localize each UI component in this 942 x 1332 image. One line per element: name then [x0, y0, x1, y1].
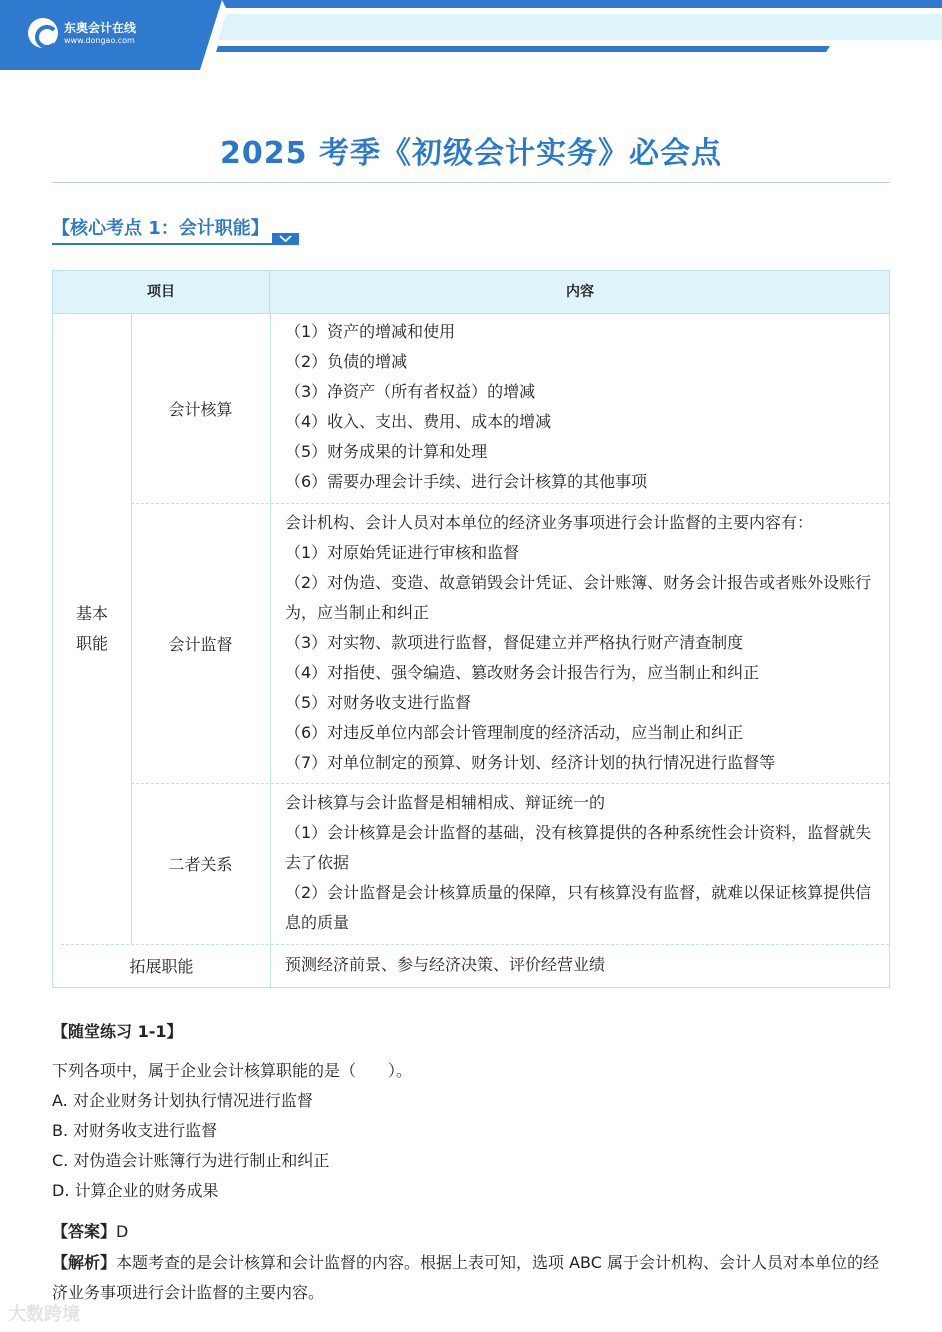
col-header-content: 内容 — [566, 284, 594, 300]
list-item: （2）会计监督是会计核算质量的保障，只有核算没有监督，就难以保证核算提供信息的质量 — [285, 883, 872, 932]
functions-table — [52, 270, 890, 988]
row-divider-2 — [131, 783, 889, 784]
row-label-accounting: 会计核算 — [168, 400, 233, 419]
exercise-analysis — [52, 1248, 894, 1308]
col-divider-2 — [270, 314, 271, 987]
section-heading: 【核心考点 1：会计职能】 — [52, 218, 269, 239]
row-label-relationship: 二者关系 — [168, 855, 233, 874]
col-header-item: 项目 — [53, 271, 270, 314]
row-divider-1 — [131, 503, 889, 504]
option-a: A. 对企业财务计划执行情况进行监督 — [52, 1091, 313, 1110]
level-badge: 初级 — [822, 40, 900, 70]
list-item: （1）会计核算是会计监督的基础，没有核算提供的各种系统性会计资料，监督就失去了依据 — [285, 823, 872, 872]
list-item: （1）对原始凭证进行审核和监督 — [285, 543, 520, 562]
analysis-text: 本题考查的是会计核算和会计监督的内容。根据上表可知，选项 ABC 属于会计机构、会计人员对本单位的经济业务事项进行会计监督的主要内容。 — [52, 1253, 880, 1302]
row-content-relationship — [285, 788, 885, 938]
logo-mark-icon — [28, 18, 58, 48]
answer-value: D — [116, 1222, 129, 1241]
list-item: 会计机构、会计人员对本单位的经济业务事项进行会计监督的主要内容有： — [285, 513, 814, 532]
basic-label-line1: 基本 — [75, 604, 108, 623]
exercise-options — [52, 1086, 902, 1206]
exercise-question: 下列各项中，属于企业会计核算职能的是（ ）。 — [52, 1061, 413, 1080]
answer-label: 【答案】 — [52, 1222, 117, 1241]
table-header-row — [53, 271, 889, 314]
list-item: （4）对指使、强令编造、篡改财务会计报告行为，应当制止和纠正 — [285, 663, 760, 682]
list-item: 会计核算与会计监督是相辅相成、辩证统一的 — [285, 793, 606, 812]
header-band — [0, 0, 942, 70]
row-content-extended: 预测经济前景、参与经济决策、评价经营业绩 — [285, 955, 606, 974]
list-item: （4）收入、支出、费用、成本的增减 — [285, 412, 552, 431]
option-b: B. 对财务收支进行监督 — [52, 1121, 218, 1140]
list-item: （6）需要办理会计手续、进行会计核算的其他事项 — [285, 472, 648, 491]
list-item: （7）对单位制定的预算、财务计划、经济计划的执行情况进行监督等 — [285, 753, 776, 772]
list-item: （5）对财务收支进行监督 — [285, 693, 472, 712]
row-divider-3 — [61, 944, 889, 945]
watermark: 大数跨境 — [8, 1304, 80, 1325]
list-item: （6）对违反单位内部会计管理制度的经济活动，应当制止和纠正 — [285, 723, 744, 742]
row-label-supervision: 会计监督 — [168, 635, 233, 654]
logo[interactable] — [28, 18, 136, 48]
chevron-down-icon — [272, 233, 299, 245]
analysis-label: 【解析】 — [52, 1253, 117, 1272]
logo-name: 东奥会计在线 — [64, 20, 137, 35]
list-item: （3）净资产（所有者权益）的增减 — [285, 382, 536, 401]
list-item: （2）对伪造、变造、故意销毁会计凭证、会计账簿、财务会计报告或者账外设账行为，应当制止和纠正 — [285, 573, 872, 622]
section-underline — [52, 243, 272, 245]
header-shape — [0, 0, 942, 70]
row-content-supervision — [285, 508, 885, 778]
list-item: （3）对实物、款项进行监督，督促建立并严格执行财产清查制度 — [285, 633, 744, 652]
title-divider — [52, 182, 890, 183]
row-label-extended: 拓展职能 — [129, 957, 194, 976]
row-content-accounting — [285, 317, 885, 497]
document-title: 2025 考季《初级会计实务》必会点 — [220, 136, 722, 171]
list-item: （1）资产的增减和使用 — [285, 322, 456, 341]
basic-label-line2: 职能 — [75, 634, 108, 653]
list-item: （5）财务成果的计算和处理 — [285, 442, 488, 461]
exercise-answer — [52, 1217, 902, 1247]
basic-functions-label — [53, 599, 131, 659]
list-item: （2）负债的增减 — [285, 352, 408, 371]
logo-url: www.dongao.com — [64, 35, 135, 45]
option-c: C. 对伪造会计账簿行为进行制止和纠正 — [52, 1151, 330, 1170]
exercise-title: 【随堂练习 1-1】 — [52, 1022, 183, 1041]
option-d: D. 计算企业的财务成果 — [52, 1181, 219, 1200]
